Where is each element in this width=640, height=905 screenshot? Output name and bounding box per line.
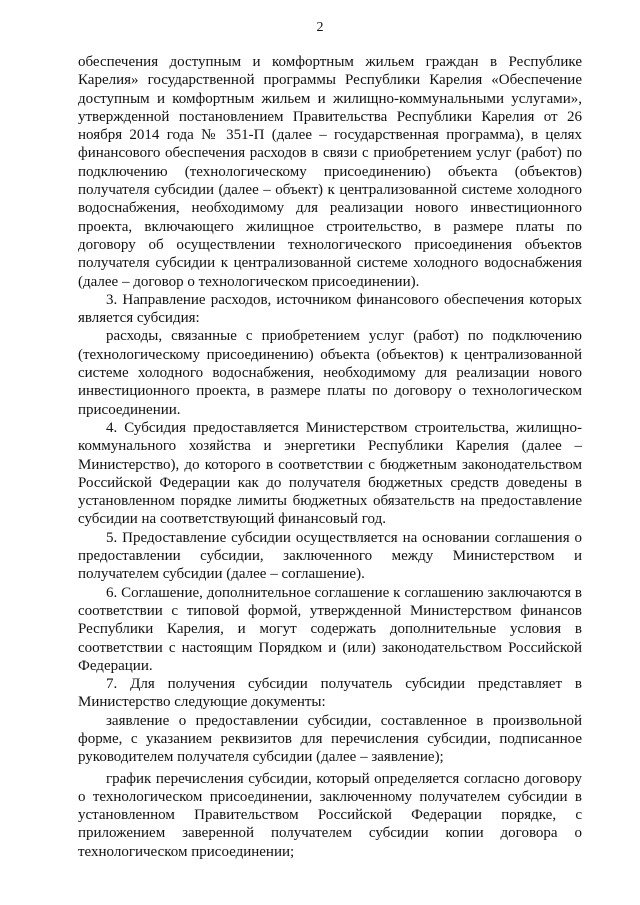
paragraph-item-7: 7. Для получения субсидии получатель субсидии представляет в Министерство следующие документы: bbox=[78, 676, 582, 711]
paragraph-item-4: 4. Субсидия предоставляется Министерством строительства, жилищно-коммунального хозяйства и энергетики Республики Карелия (далее – Министерство), до которого в соответствии с бюджетным законодательством Российской Федерации как до получателя бюджетных средств доведены в установленном порядке лимиты бюджетных обязательств на предоставление субсидии на соответствующий финансовый год. bbox=[78, 419, 582, 528]
paragraph-application: заявление о предоставлении субсидии, составленное в произвольной форме, с указанием реквизитов для перечисления субсидии, подписанное руководителем получателя субсидии (далее – заявление); bbox=[78, 712, 582, 766]
paragraph-item-6: 6. Соглашение, дополнительное соглашение к соглашению заключаются в соответствии с типовой формой, утвержденной Министерством финансов Республики Карелия, и могут содержать дополнительные условия в соответствии с настоящим Порядком и (или) законодательством Российской Федерации. bbox=[78, 584, 582, 674]
paragraph-expenses: расходы, связанные с приобретением услуг (работ) по подключению (технологическому присоединению) объекта (объектов) к централизованной системе холодного водоснабжения, необходимому для реализации нового инвестиционного проекта, в размере платы по договору о технологическом присоединении. bbox=[78, 328, 582, 418]
document-body bbox=[78, 53, 582, 861]
paragraph-intro-continuation: обеспечения доступным и комфортным жильем граждан в Республике Карелия» государственной программы Республики Карелия «Обеспечение доступным и комфортным жильем и жилищно-коммунальными услугами», утвержденной постановлением Правительства Республики Карелия от 26 ноября 2014 года № 351-П (далее – государственная программа), в целях финансового обеспечения расходов в связи с приобретением услуг (работ) по подключению (технологическому присоединению) объекта (объектов) получателя субсидии (далее – объект) к централизованной системе холодного водоснабжения, необходимому для реализации нового инвестиционного проекта, включающего жилищное строительство, в размере платы по договору об осуществлении технологического присоединения объектов получателя субсидии к централизованной системе холодного водоснабжения (далее – договор о технологическом присоединении). bbox=[78, 54, 582, 290]
paragraph-item-3: 3. Направление расходов, источником финансового обеспечения которых является субсидия: bbox=[78, 291, 582, 327]
page-number: 2 bbox=[316, 20, 324, 35]
paragraph-schedule: график перечисления субсидии, который определяется согласно договору о технологическом присоединении, заключенному получателем субсидии в установленном Правительством Российской Федерации порядке, с приложением заверенной получателем субсидии копии договора о технологическом присоединении; bbox=[78, 770, 582, 860]
paragraph-item-5: 5. Предоставление субсидии осуществляется на основании соглашения о предоставлении субсидии, заключенного между Министерством и получателем субсидии (далее – соглашение). bbox=[78, 529, 582, 583]
